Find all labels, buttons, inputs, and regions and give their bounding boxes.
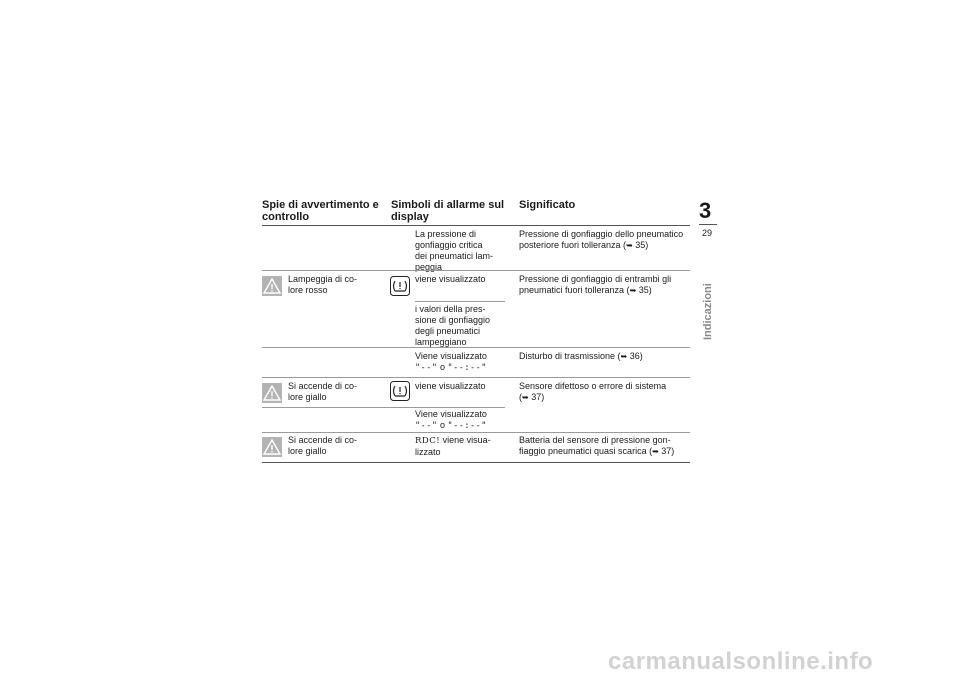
text-line: Si accende di co- [288,381,358,391]
text-line: lore giallo [288,446,327,456]
text-line: degli pneumatici [415,326,481,336]
row1-meaning [519,229,683,251]
header-line: Spie di avvertimento e [262,199,379,211]
page-ref-arrow-icon: ➥ [620,352,628,361]
row2-warning-text [288,274,357,296]
row-rule [262,377,690,378]
header-line: Simboli di allarme sul [391,199,505,211]
text-line: peggia [415,262,443,272]
row2-meaning [519,274,671,296]
text-line: lore rosso [288,285,328,295]
page-ref-arrow-icon: ➥ [652,447,659,456]
header-line: display [391,211,429,223]
header-warning-lights [262,199,379,223]
text-line: Pressione di gonfiaggio dello pneumatico [519,229,684,239]
warning-triangle-icon [262,437,282,457]
page-ref: 35) [635,240,649,250]
dash-display: "--" [415,363,438,373]
text-line [415,420,487,432]
page-number: 29 [702,228,713,238]
text-line [519,392,666,403]
header-line: controllo [262,211,310,223]
chapter-number: 3 [699,198,712,223]
text-line: La pressione di [415,229,477,239]
text-part: o [440,420,446,430]
row4-display-text [415,351,487,374]
row4-meaning [519,351,643,362]
chapter-divider [699,224,717,225]
text-line: Viene visualizzato [415,409,487,419]
row6-display-text [415,409,487,432]
row-rule [415,301,505,302]
watermark: carmanualsonline.info [608,648,874,675]
row5-meaning [519,381,666,403]
dash-display: "--:--" [447,363,487,373]
text-part: viene visua- [442,435,491,445]
section-title: Indicazioni [702,283,714,340]
table-bottom-rule [262,462,690,463]
text-part: o [440,362,446,372]
row7-meaning [519,435,674,457]
row-rule [262,270,690,271]
row5-display-text: viene visualizzato [415,381,486,391]
page-ref-arrow-icon: ➥ [522,393,529,402]
text-line [415,362,487,374]
dash-display: "--" [415,421,438,431]
text-part: Disturbo di trasmissione ( [519,351,621,361]
page-ref: 35) [638,285,652,295]
page-ref-arrow-icon: ➥ [626,241,633,250]
header-display-symbols [391,199,504,223]
text-line: Lampeggia di co- [288,274,358,284]
page-ref: 37) [661,446,675,456]
text-line: Si accende di co- [288,435,358,445]
warning-triangle-icon [262,276,282,296]
text-part: posteriore fuori tolleranza ( [519,240,627,250]
text-line [519,285,671,296]
page-ref: 36) [629,351,643,361]
row-rule [262,432,690,433]
row1-display-text [415,229,493,273]
text-line: sione di gonfiaggio [415,315,491,325]
row7-warning-text [288,435,357,457]
rdc-display: RDC! [415,436,441,446]
text-line [519,240,683,251]
text-line: lore giallo [288,392,327,402]
text-part: pneumatici fuori tolleranza ( [519,285,630,295]
row-rule [262,347,690,348]
row3-display-text [415,304,490,348]
text-line: dei pneumatici lam- [415,251,494,261]
text-line: Batteria del sensore di pressione gon- [519,435,671,445]
dash-display: "--:--" [447,421,487,431]
text-line: Pressione di gonfiaggio di entrambi gli [519,274,672,284]
text-line: Viene visualizzato [415,351,487,361]
page-ref-arrow-icon: ➥ [629,286,637,295]
text-line [519,446,674,457]
header-rule [262,225,690,226]
header-meaning: Significato [519,199,576,211]
warning-triangle-icon [262,383,282,403]
text-line: gonfiaggio critica [415,240,483,250]
tire-pressure-icon [390,276,410,296]
row5-warning-text [288,381,357,403]
text-line: lizzato [415,447,441,457]
text-part: ( [519,392,522,402]
text-part: fiaggio pneumatici quasi scarica ( [519,446,653,456]
text-line: lampeggiano [415,337,467,347]
page-ref: 37) [531,392,545,402]
row-rule [262,407,505,408]
text-line: Sensore difettoso o errore di sistema [519,381,667,391]
tire-pressure-icon [390,381,410,401]
text-line [415,435,491,447]
row2-display-text: viene visualizzato [415,274,486,284]
row7-display-text [415,435,491,458]
text-line: i valori della pres- [415,304,486,314]
